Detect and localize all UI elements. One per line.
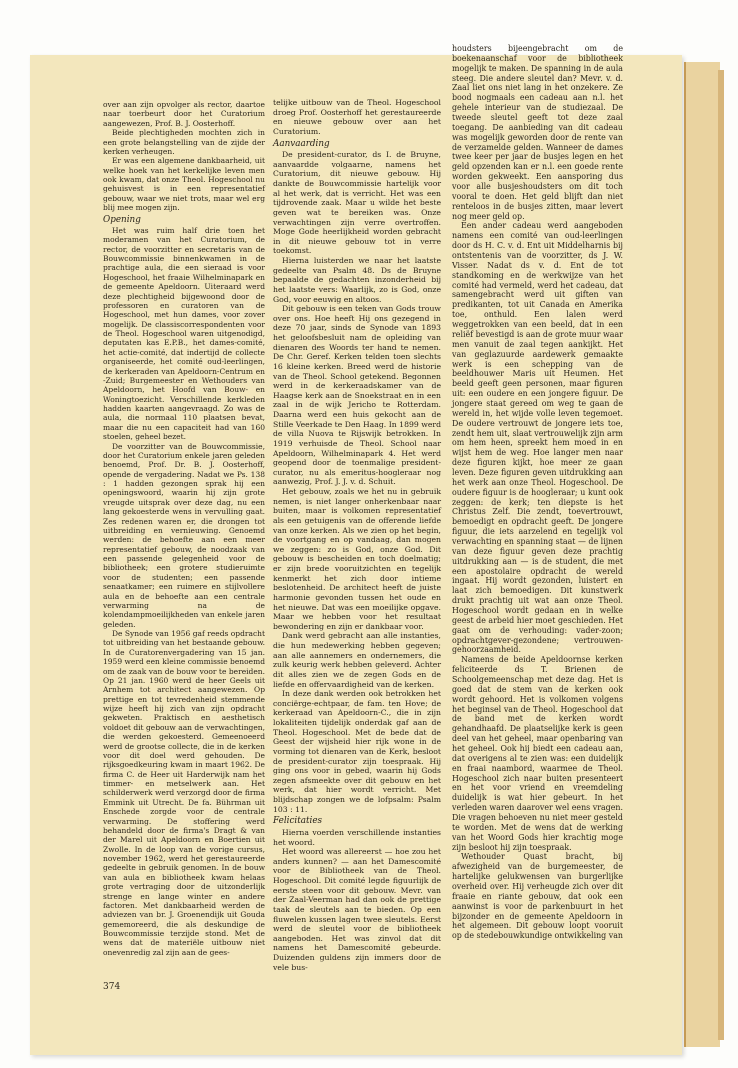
paragraph: houdsters bijeengebracht om de boekenaanschaf voor de bibliotheek mogelijk te maken. De spanning in de aula steeg. Die andere sleutel dan? Mevr. v. d. Zaal liet ons niet lang in het onzekere. Ze bood nogmaals een cadeau aan n.l. het gehele interieur van de studiezaal. De tweede sleutel geeft tot deze zaal toegang. De aanbieding van dit cadeau was mogelijk geworden door de rente van de verzamelde gelden. Wanneer de dames twee keer per jaar de busjes legen en het geld opzenden kan er n.l. een goede rente worden gekweekt. Een aansporing dus voor alle busjeshoudsters om dit toch vooral te doen. Het geld blijft dan niet renteloos in de busjes zitten, maar levert nog meer geld op. [452,44,623,221]
text-column-1 [103,100,265,957]
text-column-2 [273,98,441,972]
paragraph: De voorzitter van de Bouwcommissie, door het Curatorium enkele jaren geleden benoemd, Prof. Dr. B. J. Oosterhoff, opende de vergadering. Nadat we Ps. 138 : 1 hadden gezongen sprak hij een openingswoord, waarin hij zijn grote vreugde uitsprak over deze dag, nu een lang gekoesterde wens in vervulling gaat. Zes redenen waren er, die drongen tot uitbreiding en vernieuwing. Genoemd werden: de behoefte aan een meer representatief gebouw, de noodzaak van een passende gelegenheid voor de bibliotheek; een grotere studieruimte voor de studenten; een passende senaatkamer; een ruimere en stijlvollere aula en de behoefte aan een centrale verwarming na de kolendampmoeilijkheden van enkele jaren geleden. [103,441,265,629]
paragraph: over aan zijn opvolger als rector, daartoe naar toerbeurt door het Curatorium aangewezen, Prof. B. J. Oosterhoff. [103,100,265,128]
paragraph: De Synode van 1956 gaf reeds opdracht tot uitbreiding van het bestaande gebouw. In de Curatorenvergadering van 15 jan. 1959 werd een kleine commissie benoemd om de zaak van de bouw voor te bereiden. Op 21 jan. 1960 werd de heer Geels uit Arnhem tot architect aangewezen. Op prettige en tot tevredenheid stemmende wijze heeft hij zich van zijn opdracht gekweten. Praktisch en aesthetisch voldoet dit gebouw aan de verwachtingen, die werden gekoesterd. Gemeenoeerd werd de grootse collecte, die in de kerken voor dit doel werd gehouden. De rijksgoedkeuring kwam in maart 1962. De firma C. de Heer uit Harderwijk nam het timmer- en metselwerk aan. Het schilderwerk werd verzorgd door de firma Emmink uit Utrecht. De fa. Bührman uit Enschede zorgde voor de centrale verwarming. De stoffering werd behandeld door de firma's Dragt & van der Marel uit Apeldoorn en Boertien uit Zwolle. In de loop van de vorige cursus, november 1962, werd het gerestaureerde gedeelte in gebruik genomen. In de bouw van aula en bibliotheek kwam helaas grote vertraging door de uitzonderlijk strenge en lange winter en andere factoren. Met dankbaarheid werden de adviezen van br. J. Groenendijk uit Gouda gememoreerd, die als deskundige de Bouwcommissie terzijde stond. Met de wens dat de materiële uitbouw niet onevenredig zal zijn aan de gees- [103,629,265,957]
paragraph: Het gebouw, zoals we het nu in gebruik nemen, is niet langer onherkenbaar naar buiten, maar is volkomen representatief als een getuigenis van de offerende liefde van onze kerken. Als we zien op het begin, de voortgang en op vandaag, dan mogen we zeggen: zo is God, onze God. Dit gebouw is bescheiden en toch doelmatig; er zijn brede vooruitzichten en tegelijk kenmerkt het zich door intieme beslotenheid. De architect heeft de juiste harmonie gevonden tussen het oude en het nieuwe. Dat was een moeilijke opgave. Maar we hebben voor het resultaat bewondering en zijn er dankbaar voor. [273,487,441,631]
paragraph: Dank werd gebracht aan alle instanties, die hun medewerking hebben gegeven; aan alle aannemers en ondernemers, die zulk keurig werk hebben geleverd. Achter dit alles zien we de zegen Gods en de liefde en offervaardigheid van de kerken. [273,631,441,689]
page-fold-edge [718,70,724,1040]
page-number: 374 [103,982,121,992]
section-heading: Aanvaarding [273,138,330,149]
next-page-edge [684,62,720,1047]
paragraph: Hierna voerden verschillende instanties het woord. [273,827,441,847]
paragraph: Hierna luisterden we naar het laatste gedeelte van Psalm 48. Ds de Bruyne bepaalde de gedachten inzonderheid bij het laatste vers: Waarlijk, zo is God, onze God, voor eeuwig en altoos. [273,256,441,304]
section-heading: Opening [103,214,141,225]
paragraph: Het was ruim half drie toen het moderamen van het Curatorium, de rector, de voorzitter en secretaris van de Bouwcommissie binnenkwamen in de prachtige aula, die een sieraad is voor Hogeschool, het fraaie Wilhelminapark en de gemeente Apeldoorn. Uiteraard werd deze plechtigheid bijgewoond door de professoren en curatoren van de Hogeschool, met hun dames, voor zover mogelijk. De classiscorrespondenten voor de Theol. Hogeschool waren uitgenodigd, deputaten kas E.P.B., het dames-comité, het actie-comité, dat indertijd de collecte organiseerde, het comité oud-leerlingen, de kerkeraden van Apeldoorn-Centrum en -Zuid; Burgemeester en Wethouders van Apeldoorn, het Hoofd van Bouw- en Woningtoezicht. Verschillende kerkleden hadden kaarten aangevraagd. Zo was de aula, die normaal 110 plaatsen bevat, maar die nu een capaciteit had van 160 stoelen, geheel bezet. [103,225,265,442]
paragraph: Er was een algemene dankbaarheid, uit welke hoek van het kerkelijke leven men ook kwam, dat onze Theol. Hogeschool nu gehuisvest is in een representatief gebouw, waar we niet trots, maar wel erg blij mee mogen zijn. [103,156,265,213]
text-column-3 [452,44,623,941]
paragraph: De president-curator, ds I. de Bruyne, aanvaardde volgaarne, namens het Curatorium, dit nieuwe gebouw. Hij dankte de Bouwcommissie hartelijk voor al het werk, dat is verricht. Het was een tijdrovende zaak. Maar u wilde het beste geven wat te bereiken was. Onze verwachtingen zijn verre overtroffen. Moge Gode heerlijkheid worden gebracht in dit nieuwe gebouw tot in verre toekomst. [273,150,441,256]
paragraph: Wethouder Quast bracht, bij afwezigheid van de burgemeester, de hartelijke gelukwensen van burgerlijke overheid over. Hij verheugde zich over dit fraaie en riante gebouw, dat ook een aanwinst is voor de parkenbuurt in het bijzonder en de gemeente Apeldoorn in het algemeen. Dit gebouw loopt vooruit op de stedebouwkundige ontwikkeling van [452,852,623,941]
section-heading: Felicitaties [273,816,323,827]
paragraph: Dit gebouw is een teken van Gods trouw over ons. Hoe heeft Hij ons gezegend in deze 70 jaar, sinds de Synode van 1893 het geloofsbesluit nam de opleiding van dienaren des Woords ter hand te nemen. De Chr. Geref. Kerken telden toen slechts 16 kleine kerken. Breed werd de historie van de Theol. School getekend. Begonnen werd in de kerkeraadskamer van de Haagse kerk aan de Snoekstraat en in een zaal in de wijk Jericho te Rotterdam. Daarna werd een huis gekocht aan de Stille Veerkade te Den Haag. In 1899 werd de villa Nuova te Rijswijk betrokken. In 1919 verhuisde de Theol. School naar Apeldoorn, Wilhelminapark 4. Het werd geopend door de toenmalige president-curator, nu als emeritus-hoogleraar nog aanwezig, Prof. J. J. v. d. Schuit. [273,304,441,487]
paragraph: telijke uitbouw van de Theol. Hogeschool droeg Prof. Oosterhoff het gerestaureerde en nieuwe gebouw over aan het Curatorium. [273,98,441,136]
paragraph: Het woord was allereerst — hoe zou het anders kunnen? — aan het Damescomité voor de Bibliotheek van de Theol. Hogeschool. Dit comité legde figuurlijk de eerste steen voor dit gebouw. Mevr. van der Zaal-Veerman had dan ook de prettige taak de sleutels aan te bieden. Op een fluwelen kussen lagen twee sleutels. Eerst werd de sleutel voor de bibliotheek aangeboden. Het was zinvol dat dit namens het Damescomité gebeurde. Duizenden guldens zijn immers door de vele bus- [273,847,441,972]
paragraph: In deze dank werden ook betrokken het conciërge-echtpaar, de fam. ten Hove; de kerkeraad van Apeldoorn-C., die in zijn lokaliteiten tijdelijk onderdak gaf aan de Theol. Hogeschool. Met de bede dat de Geest der wijsheid hier rijk wone in de vorming tot dienaren van de Kerk, besloot de president-curator zijn toespraak. Hij ging ons voor in gebed, waarin hij Gods zegen afsmeekte over dit gebouw en het werk, dat hier wordt verricht. Met blijdschap zongen we de lofpsalm: Psalm 103 : 11. [273,689,441,814]
paragraph: Beide plechtigheden mochten zich in een grote belangstelling van de zijde der kerken verheugen. [103,128,265,156]
paragraph: Namens de beide Apeldoornse kerken feliciteerde ds T. Brienen de Schoolgemeenschap met deze dag. Het is goed dat de stem van de kerken ook wordt gehoord. Het is volkomen volgens het beginsel van de Theol. Hogeschool dat de band met de kerken wordt gehandhaafd. De plaatselijke kerk is geen deel van het geheel, maar openbaring van het geheel. Ook hij biedt een cadeau aan, dat overigens al te zien was: een duidelijk en fraai naambord, waarmee de Theol. Hogeschool zich naar buiten presenteert en het voor vriend en vreemdeling duidelijk is wat hier gebeurt. In het verleden waren daarover wel eens vragen. Die vragen behoeven nu niet meer gesteld te worden. Met de wens dat de werking van het Woord Gods hier krachtig moge zijn besloot hij zijn toespraak. [452,655,623,852]
paragraph: Een ander cadeau werd aangeboden namens een comité van oud-leerlingen door ds H. C. v. d. Ent uit Middelharnis bij ontstentenis van de voorzitter, ds J. W. Visser. Nadat ds v. d. Ent de tot standkoming en de werkwijze van het comité had vermeld, werd het cadeau, dat samengebracht werd uit giften van predikanten, tot uit Canada en Amerika toe, onthuld. Een lalen werd weggetrokken van een beeld, dat in een reliëf bevestigd is aan de grote muur waar men vanuit de zaal tegen aankijkt. Het van geglazuurde aardewerk gemaakte werk is een schepping van de beeldhouwer Maris uit Heumen. Het beeld geeft geen personen, maar figuren uit: een oudere en een jongere figuur. De jongere staat gereed om weg te gaan de wereld in, het wijde volle leven tegemoet. De oudere vertrouwt de jongere iets toe, zendt hem uit, slaat vertrouwelijk zijn arm om hem heen, spreekt hem moed in en wijst hem de weg. Hoe langer men naar deze figuren kijkt, hoe meer ze gaan leven. Deze figuren geven uitdrukking aan het werk aan onze Theol. Hogeschool. De oudere figuur is de hoogleraar; u kunt ook zeggen: de kerk; ten diepste is het Christus Zelf. Die zendt, toevertrouwt, bemoedigt en opdracht geeft. De jongere figuur, die iets aarzelend en tegelijk vol verwachting en spanning staat — de lijnen van deze figuur geven deze prachtig uitdrukking aan — is de student, die met een apostolaire opdracht de wereld ingaat. Hij wordt gezonden, luistert en laat zich bemoedigen. Dit kunstwerk drukt prachtig uit wat aan onze Theol. Hogeschool wordt gedaan en in welke geest de arbeid hier moet geschieden. Het gaat om de verhouding: vader-zoon; opdrachtgever-gezondene; vertrouwen-gehoorzaamheid. [452,221,623,655]
